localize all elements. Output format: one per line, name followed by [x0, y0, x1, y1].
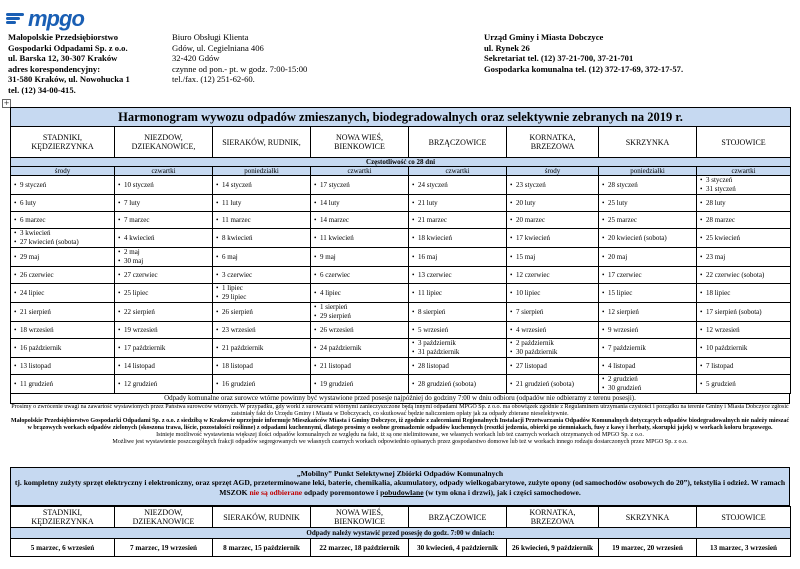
- pickup-date: • 30 październik: [516, 348, 596, 357]
- date-cell: [599, 248, 697, 267]
- mobile-column-header: BRZĄCZOWICE: [409, 507, 507, 528]
- date-cell: [697, 358, 791, 375]
- mobile-date-cell: 13 marzec, 3 wrzesień: [697, 539, 791, 557]
- date-cell: [115, 322, 213, 339]
- pickup-date: • 11 lipiec: [418, 289, 504, 298]
- schedule-table: [10, 107, 791, 394]
- date-cell: [599, 322, 697, 339]
- pickup-date: • 28 styczeń: [608, 181, 694, 190]
- date-cell: [599, 229, 697, 248]
- pickup-date: • 7 sierpień: [516, 308, 596, 317]
- pickup-date: • 2 październik: [516, 339, 596, 348]
- weekday-cell: czwartki: [115, 167, 213, 176]
- date-cell: [409, 212, 507, 229]
- mobile-column-header: KORNATKA, BRZEZOWA: [507, 507, 599, 528]
- pickup-date: • 27 listopad: [516, 362, 596, 371]
- pickup-date: • 30 maj: [124, 257, 210, 266]
- pickup-date: • 19 grudzień: [320, 380, 406, 389]
- pickup-date: • 29 sierpień: [320, 312, 406, 321]
- date-cell: [697, 267, 791, 284]
- date-cell: [11, 248, 115, 267]
- company-line: 31-580 Kraków, ul. Nowohucka 1: [8, 74, 130, 85]
- date-cell: [213, 358, 311, 375]
- pickup-date: • 7 październik: [608, 344, 694, 353]
- pickup-date: • 20 marzec: [516, 216, 596, 225]
- pickup-date: • 5 wrzesień: [418, 326, 504, 335]
- mobile-column-header: SKRZYNKA: [599, 507, 697, 528]
- pickup-date: • 8 sierpień: [418, 308, 504, 317]
- mobile-column-header: SIERAKÓW, RUDNIK: [213, 507, 311, 528]
- date-cell: [311, 358, 409, 375]
- weekday-cell: poniedziałki: [599, 167, 697, 176]
- mobile-date-cell: 19 marzec, 20 wrzesień: [599, 539, 697, 557]
- date-cell: [599, 176, 697, 195]
- pickup-date: • 15 lipiec: [608, 289, 694, 298]
- date-cell: [213, 339, 311, 358]
- pickup-date: • 27 czerwiec: [124, 271, 210, 280]
- pickup-date: • 21 sierpień: [20, 308, 112, 317]
- pickup-date: • 7 luty: [124, 199, 210, 208]
- pickup-date: • 29 maj: [20, 253, 112, 262]
- pickup-date: • 14 listopad: [124, 362, 210, 371]
- pickup-date: • 21 luty: [418, 199, 504, 208]
- pickup-date: • 24 lipiec: [20, 289, 112, 298]
- pickup-date: • 17 kwiecień: [516, 234, 596, 243]
- date-cell: [311, 303, 409, 322]
- mobile-column-header: STOJOWICE: [697, 507, 791, 528]
- date-cell: [409, 322, 507, 339]
- mobile-column-header: NIEZDOW, DZIEKANOWICE: [115, 507, 213, 528]
- pickup-date: • 25 marzec: [608, 216, 694, 225]
- pickup-date: • 10 styczeń: [124, 181, 210, 190]
- date-cell: [115, 375, 213, 394]
- mpgo-logo: [6, 6, 84, 32]
- date-cell: [213, 248, 311, 267]
- date-cell: [697, 195, 791, 212]
- customer-office: [172, 32, 307, 85]
- pickup-date: • 31 styczeń: [706, 185, 788, 194]
- pickup-date: • 7 listopad: [706, 362, 788, 371]
- pickup-date: • 24 styczeń: [418, 181, 504, 190]
- office-line: Biuro Obsługi Klienta: [172, 32, 249, 42]
- date-cell: [697, 303, 791, 322]
- date-cell: [599, 195, 697, 212]
- municipality-line: Urząd Gminy i Miasta Dobczyce: [484, 32, 604, 42]
- pszok-title: „Mobilny” Punkt Selektywnej Zbiórki Odpadów Komunalnych: [296, 469, 504, 478]
- pickup-date: • 18 wrzesień: [20, 326, 112, 335]
- pickup-date: • 4 kwiecień: [124, 234, 210, 243]
- date-cell: [11, 267, 115, 284]
- pickup-date: • 11 marzec: [222, 216, 308, 225]
- date-cell: [697, 322, 791, 339]
- pickup-date: • 21 listopad: [320, 362, 406, 371]
- pickup-date: • 18 listopad: [222, 362, 308, 371]
- pickup-date: • 28 listopad: [418, 362, 504, 371]
- date-cell: [409, 284, 507, 303]
- company-line: Gospodarki Odpadami Sp. z o.o.: [8, 42, 128, 53]
- pickup-date: • 26 sierpień: [222, 308, 308, 317]
- date-cell: [311, 267, 409, 284]
- company-line: Małopolskie Przedsiębiorstwo: [8, 32, 119, 42]
- date-cell: [213, 176, 311, 195]
- pickup-date: • 6 luty: [20, 199, 112, 208]
- date-cell: [599, 375, 697, 394]
- date-cell: [507, 322, 599, 339]
- column-header: KORNATKA, BRZEZOWA: [507, 127, 599, 158]
- table-row: [11, 358, 791, 375]
- pickup-date: • 25 kwiecień: [706, 234, 788, 243]
- mobile-note: Odpady należy wystawić przed posesję do godz. 7:00 w dniach:: [11, 528, 791, 539]
- date-cell: [11, 284, 115, 303]
- pickup-date: • 3 październik: [418, 339, 504, 348]
- note-bio-waste: Małopolskie Przedsiębiorstwo Gospodarki Odpadami Sp. z o.o. z siedzibą w Krakowie uprzejmie informuje Mieszkańców Miasta i Gminy Dobczyce, iż zgodnie z zaleceniami Regionalnych Instalacji Przetwarzania Odpadów Komunalnych dotyczących odpadów biodegradowalnych nie należy mieszać w brązowych workach odpadów zielonych (skoszona trawa, liście, pozostałości roślinne) z odpadami kuchennymi, dlatego prosimy o osobne gromadzenie odpadów kuchennych (resztki jedzenia, obierki po ziemniakach, fusy z kawy i herbaty, skorupki jajek) w workach koloru brązowego.: [10, 418, 790, 432]
- pickup-date: • 15 maj: [516, 253, 596, 262]
- frequency-label: Częstotliwość co 28 dni: [11, 158, 791, 167]
- date-cell: [697, 176, 791, 195]
- pszok-warning: nie są odbierane: [249, 487, 303, 497]
- pickup-date: • 13 czerwiec: [418, 271, 504, 280]
- date-cell: [599, 303, 697, 322]
- pickup-date: • 16 październik: [20, 344, 112, 353]
- date-cell: [697, 375, 791, 394]
- pickup-date: • 4 listopad: [608, 362, 694, 371]
- date-cell: [11, 176, 115, 195]
- table-move-handle-icon[interactable]: +: [3, 99, 10, 107]
- mobile-column-header: NOWA WIEŚ, BIENKOWICE: [311, 507, 409, 528]
- date-cell: [311, 375, 409, 394]
- date-cell: [115, 303, 213, 322]
- pickup-date: • 12 grudzień: [124, 380, 210, 389]
- date-cell: [311, 195, 409, 212]
- municipality-line: Sekretariat tel. (12) 37-21-700, 37-21-701: [484, 53, 634, 64]
- pickup-date: • 6 maj: [222, 253, 308, 262]
- date-cell: [115, 195, 213, 212]
- schedule-title: Harmonogram wywozu odpadów zmieszanych, biodegradowalnych oraz selektywnie zebranych na 2019 r.: [11, 108, 791, 127]
- table-row: [11, 375, 791, 394]
- pickup-date: • 26 czerwiec: [20, 271, 112, 280]
- pickup-date: • 9 wrzesień: [608, 326, 694, 335]
- date-cell: [213, 375, 311, 394]
- pickup-date: • 10 lipiec: [516, 289, 596, 298]
- table-row: [11, 303, 791, 322]
- table-row: [11, 248, 791, 267]
- pickup-date: • 21 marzec: [418, 216, 504, 225]
- note-contamination: Prosimy o zwrócenie uwagi na zawartość wystawionych przez Państwa surowców wtórnych. W przypadku, gdy worki z surowcami wtórnymi zanieczyszczone będą innymi odpadami MPGO Sp. z o.o. ma obowiązek zgodnie z Regulaminem utrzymania czystości i porządku na terenie Gminy i Miasta Dobczyce zgłosić zaistniały fakt do Urzędu Gminy i Miasta w Dobczycach, co skutkować będzie naliczeniem opłaty jak za odpady zbierane nieselektywnie.: [11, 404, 789, 418]
- date-cell: [507, 267, 599, 284]
- pickup-date: • 28 luty: [706, 199, 788, 208]
- date-cell: [409, 303, 507, 322]
- date-cell: [311, 284, 409, 303]
- note-extra-bags: Istnieje możliwość wystawienia większej ilości odpadów komunalnych ze względu na fakt, iż są one nielimitowane, we własnych workach lub też czarnych workach otrzymanych od MPGO Sp. z o.o.: [156, 432, 644, 439]
- date-cell: [311, 229, 409, 248]
- pickup-date: • 17 czerwiec: [608, 271, 694, 280]
- pickup-date: • 29 lipiec: [222, 293, 308, 302]
- pickup-date: • 17 styczeń: [320, 181, 406, 190]
- mobile-column-header: STADNIKI, KĘDZIERZYNKA: [11, 507, 115, 528]
- date-cell: [213, 267, 311, 284]
- date-cell: [409, 248, 507, 267]
- date-cell: [213, 212, 311, 229]
- pickup-date: • 21 październik: [222, 344, 308, 353]
- column-header: STOJOWICE: [697, 127, 791, 158]
- table-row: [11, 339, 791, 358]
- table-row: [11, 212, 791, 229]
- date-cell: [311, 212, 409, 229]
- pickup-date: • 28 marzec: [706, 216, 788, 225]
- notes-block: [10, 393, 790, 447]
- date-cell: [311, 322, 409, 339]
- date-cell: [697, 248, 791, 267]
- pszok-underlined: pobudowlane: [380, 487, 424, 497]
- date-cell: [507, 358, 599, 375]
- pickup-date: • 18 kwiecień: [418, 234, 504, 243]
- pickup-date: • 23 wrzesień: [222, 326, 308, 335]
- weekday-cell: środy: [11, 167, 115, 176]
- company-line: tel. (12) 34-00-415.: [8, 84, 76, 95]
- date-cell: [697, 229, 791, 248]
- column-header: SIERAKÓW, RUDNIK,: [213, 127, 311, 158]
- pickup-date: • 2 maj: [124, 248, 210, 257]
- date-cell: [697, 284, 791, 303]
- pickup-date: • 23 styczeń: [516, 181, 596, 190]
- weekday-cell: czwartki: [311, 167, 409, 176]
- date-cell: [213, 195, 311, 212]
- municipality-line: ul. Rynek 26: [484, 42, 530, 53]
- pickup-date: • 7 marzec: [124, 216, 210, 225]
- date-cell: [599, 267, 697, 284]
- pickup-date: • 25 lipiec: [124, 289, 210, 298]
- date-cell: [311, 176, 409, 195]
- table-row: [11, 229, 791, 248]
- pickup-date: • 31 październik: [418, 348, 504, 357]
- pszok-info: [10, 467, 790, 506]
- date-cell: [599, 358, 697, 375]
- office-line: 32-420 Gdów: [172, 53, 220, 64]
- pickup-date: • 3 styczeń: [706, 176, 788, 185]
- weekday-cell: środy: [507, 167, 599, 176]
- pickup-date: • 14 luty: [320, 199, 406, 208]
- column-header: SKRZYNKA: [599, 127, 697, 158]
- pickup-date: • 12 sierpień: [608, 308, 694, 317]
- date-cell: [507, 284, 599, 303]
- pszok-text: odpady poremontowe i: [304, 487, 379, 497]
- pickup-date: • 27 kwiecień (sobota): [20, 238, 112, 247]
- pickup-date: • 16 grudzień: [222, 380, 308, 389]
- date-cell: [409, 375, 507, 394]
- pickup-date: • 1 lipiec: [222, 284, 308, 293]
- pickup-date: • 4 lipiec: [320, 289, 406, 298]
- municipality-office: [484, 32, 683, 74]
- table-row: [11, 284, 791, 303]
- date-cell: [213, 284, 311, 303]
- mobile-date-cell: 26 kwiecień, 9 październik: [507, 539, 599, 557]
- pickup-date: • 22 czerwiec (sobota): [706, 271, 788, 280]
- date-cell: [115, 284, 213, 303]
- pickup-date: • 18 lipiec: [706, 289, 788, 298]
- municipality-line: Gospodarka komunalna tel. (12) 372-17-69, 372-17-57.: [484, 63, 684, 74]
- pickup-date: • 20 luty: [516, 199, 596, 208]
- mobile-collection-table: [10, 506, 791, 557]
- pickup-date: • 17 sierpień (sobota): [706, 308, 788, 317]
- date-cell: [115, 267, 213, 284]
- column-header: BRZĄCZOWICE: [409, 127, 507, 158]
- mobile-date-cell: 8 marzec, 15 październik: [213, 539, 311, 557]
- pickup-date: • 20 kwiecień (sobota): [608, 234, 694, 243]
- table-row: [11, 176, 791, 195]
- pickup-date: • 3 czerwiec: [222, 271, 308, 280]
- date-cell: [409, 195, 507, 212]
- pickup-date: • 14 styczeń: [222, 181, 308, 190]
- date-cell: [115, 212, 213, 229]
- date-cell: [115, 229, 213, 248]
- pickup-date: • 10 październik: [706, 344, 788, 353]
- date-cell: [115, 358, 213, 375]
- logo-mark: [6, 13, 26, 25]
- date-cell: [697, 212, 791, 229]
- pickup-date: • 24 październik: [320, 344, 406, 353]
- pickup-date: • 11 grudzień: [20, 380, 112, 389]
- date-cell: [409, 358, 507, 375]
- mobile-date-cell: 5 marzec, 6 wrzesień: [11, 539, 115, 557]
- column-header: NIEZDOW, DZIEKANOWICE,: [115, 127, 213, 158]
- company-line: adres korespondencyjny:: [8, 63, 101, 74]
- pszok-description: [11, 478, 789, 497]
- pickup-date: • 12 wrzesień: [706, 326, 788, 335]
- date-cell: [115, 176, 213, 195]
- pickup-date: • 9 maj: [320, 253, 406, 262]
- office-line: tel./fax. (12) 251-62-60.: [172, 74, 255, 85]
- date-cell: [409, 267, 507, 284]
- note-own-bags: Możliwe jest wystawienie poszczególnych frakcji odpadów segregowanych we własnych czarnych workach odpowiednio opisanych przez gospodarstwo domowe lub też w workach innego rodzaju dostarczonych przez MPGO Sp. z o.o.: [112, 439, 688, 446]
- date-cell: [213, 229, 311, 248]
- column-header: STADNIKI, KĘDZIERZYNKA: [11, 127, 115, 158]
- note-deadline: Odpady komunalne oraz surowce wtórne powinny być wystawione przed posesje najpóźniej do godziny 7:00 w dniu odbioru (odpadów nie odbieramy z terenu posesji).: [10, 393, 790, 404]
- pickup-date: • 25 luty: [608, 199, 694, 208]
- pickup-date: • 6 czerwiec: [320, 271, 406, 280]
- date-cell: [507, 195, 599, 212]
- pickup-date: • 30 grudzień: [608, 384, 694, 393]
- table-row: [11, 195, 791, 212]
- date-cell: [697, 339, 791, 358]
- date-cell: [11, 303, 115, 322]
- date-cell: [409, 176, 507, 195]
- date-cell: [409, 339, 507, 358]
- pickup-date: • 11 luty: [222, 199, 308, 208]
- date-cell: [507, 339, 599, 358]
- date-cell: [11, 212, 115, 229]
- weekday-cell: czwartki: [697, 167, 791, 176]
- pickup-date: • 1 sierpień: [320, 303, 406, 312]
- pickup-date: • 20 maj: [608, 253, 694, 262]
- date-cell: [311, 339, 409, 358]
- table-row: [11, 322, 791, 339]
- date-cell: [507, 229, 599, 248]
- column-header: NOWA WIEŚ, BIENKOWICE: [311, 127, 409, 158]
- date-cell: [11, 195, 115, 212]
- date-cell: [11, 229, 115, 248]
- company-address: [8, 32, 130, 96]
- pickup-date: • 9 styczeń: [20, 181, 112, 190]
- pickup-date: • 17 październik: [124, 344, 210, 353]
- pickup-date: • 6 marzec: [20, 216, 112, 225]
- pszok-text: (w tym okna i drzwi), jak i części samochodowe.: [425, 487, 581, 497]
- office-line: Gdów, ul. Cegielniana 406: [172, 42, 264, 53]
- pickup-date: • 23 maj: [706, 253, 788, 262]
- date-cell: [311, 248, 409, 267]
- mobile-date-cell: 30 kwiecień, 4 październik: [409, 539, 507, 557]
- pickup-date: • 22 sierpień: [124, 308, 210, 317]
- pickup-date: • 26 wrzesień: [320, 326, 406, 335]
- date-cell: [11, 339, 115, 358]
- pickup-date: • 16 maj: [418, 253, 504, 262]
- pickup-date: • 11 kwiecień: [320, 234, 406, 243]
- date-cell: [115, 248, 213, 267]
- pickup-date: • 28 grudzień (sobota): [418, 380, 504, 389]
- date-cell: [213, 322, 311, 339]
- date-cell: [213, 303, 311, 322]
- pickup-date: • 8 kwiecień: [222, 234, 308, 243]
- date-cell: [11, 375, 115, 394]
- date-cell: [115, 339, 213, 358]
- pickup-date: • 19 wrzesień: [124, 326, 210, 335]
- table-row: [11, 267, 791, 284]
- weekday-cell: czwartki: [409, 167, 507, 176]
- date-cell: [507, 176, 599, 195]
- pickup-date: • 13 listopad: [20, 362, 112, 371]
- company-line: ul. Barska 12, 30-307 Kraków: [8, 53, 118, 64]
- date-cell: [409, 229, 507, 248]
- date-cell: [599, 284, 697, 303]
- pickup-date: • 2 grudzień: [608, 375, 694, 384]
- pickup-date: • 14 marzec: [320, 216, 406, 225]
- pickup-date: • 5 grudzień: [706, 380, 788, 389]
- pickup-date: • 3 kwiecień: [20, 229, 112, 238]
- date-cell: [11, 322, 115, 339]
- logo-text: mpgo: [28, 6, 84, 31]
- pickup-date: • 4 wrzesień: [516, 326, 596, 335]
- pszok-text: tj. kompletny zużyty sprzęt elektryczny i elektroniczny, oraz sprzęt AGD, przeterminowane leki, baterie, chemikalia, akumulatory, odpady wielkogabarytowe, zużyte opony (od samochodów osobowych do 20”), tekstylia i odzież. W ramach MSZOK: [14, 478, 786, 497]
- mobile-date-cell: 22 marzec, 18 październik: [311, 539, 409, 557]
- date-cell: [507, 248, 599, 267]
- date-cell: [599, 339, 697, 358]
- mobile-date-cell: 7 marzec, 19 wrzesień: [115, 539, 213, 557]
- weekday-cell: poniedziałki: [213, 167, 311, 176]
- pickup-date: • 21 grudzień (sobota): [516, 380, 596, 389]
- office-line: czynne od pon.- pt. w godz. 7:00-15:00: [172, 63, 308, 74]
- date-cell: [507, 303, 599, 322]
- date-cell: [11, 358, 115, 375]
- date-cell: [599, 212, 697, 229]
- pickup-date: • 12 czerwiec: [516, 271, 596, 280]
- date-cell: [507, 212, 599, 229]
- date-cell: [507, 375, 599, 394]
